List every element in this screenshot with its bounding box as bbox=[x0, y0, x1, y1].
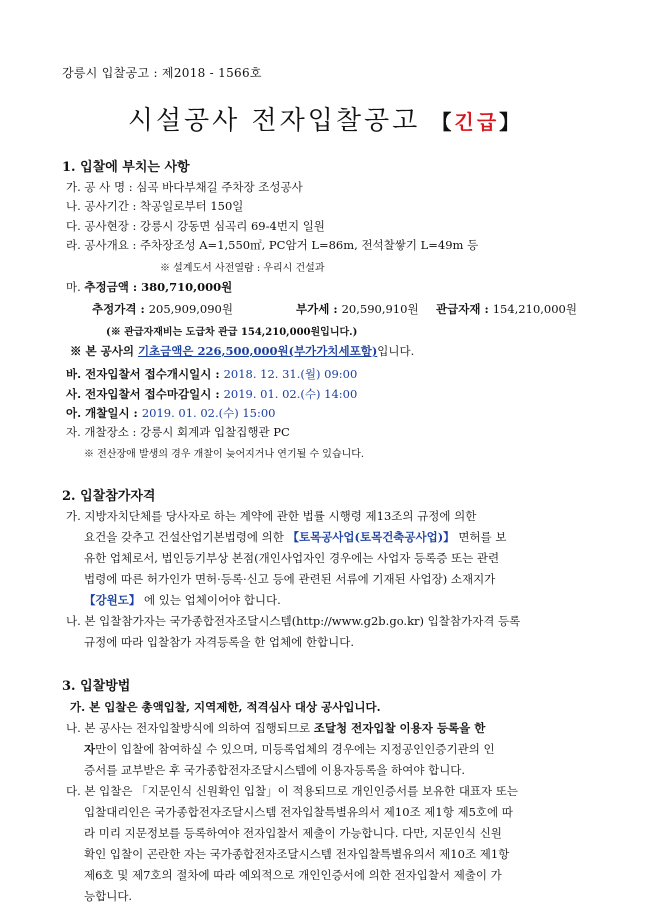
fingerprint-line3: 라 미리 지문정보를 등록하여야 전자입찰서 제출이 가능합니다. 다만, 지문인식 신원 bbox=[84, 826, 502, 840]
urgent-badge: 【긴급】 bbox=[431, 110, 523, 134]
e-bid-line2: 자만이 입찰에 참여하실 수 있으며, 미등록업체의 경우에는 지정공인인증기관의 인 bbox=[84, 742, 495, 756]
site-row: 다. 공사현장 : 강릉시 강동면 심곡리 69-4번지 일원 bbox=[66, 219, 325, 233]
section3-heading: 3. 입찰방법 bbox=[62, 679, 131, 694]
base-amount-row: ※ 본 공사의 기초금액은 226,500,000원(부가가치세포함)입니다. bbox=[70, 344, 415, 358]
submission-deadline-row: 사. 전자입찰서 접수마감일시 : 2019. 01. 02.(수) 14:00 bbox=[66, 387, 358, 401]
notice-number: 강릉시 입찰공고 : 제2018 - 1566호 bbox=[62, 66, 262, 80]
fingerprint-line2: 입찰대리인은 국가종합전자조달시스템 전자입찰특별유의서 제10조 제1항 제5호에 따 bbox=[84, 805, 513, 819]
opening-date-row: 아. 개찰일시 : 2019. 01. 02.(수) 15:00 bbox=[66, 406, 276, 420]
registration-line1: 나. 본 입찰참가자는 국가종합전자조달시스템(http://www.g2b.go.kr) 입찰참가자격 등록 bbox=[66, 614, 521, 628]
fingerprint-line6: 능합니다. bbox=[84, 889, 133, 903]
design-note: ※ 설계도서 사전열람 : 우리시 건설과 bbox=[160, 263, 325, 274]
fingerprint-line5: 제6호 및 제7호의 절차에 따라 예외적으로 개인인증서에 의한 전자입찰서 제출이 가 bbox=[84, 868, 502, 882]
section2-heading: 2. 입찰참가자격 bbox=[62, 489, 156, 504]
eligibility-line1: 가. 지방자치단체를 당사자로 하는 계약에 관한 법률 시행령 제13조의 규정에 의한 bbox=[66, 509, 477, 523]
period-row: 나. 공사기간 : 착공일로부터 150일 bbox=[66, 199, 244, 213]
title-text: 시설공사 전자입찰공고 bbox=[127, 106, 421, 136]
material-note: (※ 관급자재비는 도급차 관급 154,210,000원입니다.) bbox=[106, 327, 358, 338]
material-cost: 관급자재 : 154,210,000원 bbox=[436, 302, 577, 316]
eligibility-line4: 법령에 따른 허가인가 면허·등록·신고 등에 관련된 서류에 기재된 사업장) 소재지가 bbox=[84, 572, 496, 586]
system-failure-note: ※ 전산장애 발생의 경우 개찰이 늦어지거나 연기될 수 있습니다. bbox=[84, 449, 365, 460]
page-title bbox=[0, 100, 650, 137]
e-bid-line1: 나. 본 공사는 전자입찰방식에 의하여 집행되므로 조달청 전자입찰 이용자 등록을 한 bbox=[66, 721, 486, 735]
e-bid-line3: 증서를 교부받은 후 국가종합전자조달시스템에 이용자등록을 하여야 합니다. bbox=[84, 763, 466, 777]
eligibility-line3: 유한 업체로서, 법인등기부상 본점(개인사업자인 경우에는 사업자 등록증 또는 관련 bbox=[84, 551, 500, 565]
eligibility-line2: 요건을 갖추고 건설산업기본법령에 의한 【토목공사업(토목건축공사업)】 면허를 보 bbox=[84, 530, 507, 544]
vat: 부가세 : 20,590,910원 bbox=[296, 302, 419, 316]
eligibility-line5: 【강원도】 에 있는 업체이어야 합니다. bbox=[84, 593, 281, 607]
overview-row: 라. 공사개요 : 주차장조성 A=1,550㎡, PC암거 L=86m, 전석찰쌓기 L=49m 등 bbox=[66, 238, 479, 252]
submission-start-row: 바. 전자입찰서 접수개시일시 : 2018. 12. 31.(월) 09:00 bbox=[66, 367, 358, 381]
section1-heading: 1. 입찰에 부치는 사항 bbox=[62, 160, 190, 175]
opening-place-row: 자. 개찰장소 : 강릉시 회계과 입찰집행관 PC bbox=[66, 425, 290, 439]
estimated-amount-row: 마. 추정금액 : 380,710,000원 bbox=[66, 280, 233, 294]
estimated-price: 추정가격 : 205,909,090원 bbox=[92, 302, 233, 316]
bid-type-line: 가. 본 입찰은 총액입찰, 지역제한, 적격심사 대상 공사입니다. bbox=[70, 700, 381, 714]
fingerprint-line4: 확인 입찰이 곤란한 자는 국가종합전자조달시스템 전자입찰특별유의서 제10조 제1항 bbox=[84, 847, 510, 861]
registration-line2: 규정에 따라 입찰참가 자격등록을 한 업체에 한합니다. bbox=[84, 635, 354, 649]
fingerprint-line1: 다. 본 입찰은 「지문인식 신원확인 입찰」이 적용되므로 개인인증서를 보유한 대표자 또는 bbox=[66, 784, 519, 798]
project-name-row: 가. 공 사 명 : 심곡 바다부채길 주차장 조성공사 bbox=[66, 180, 303, 194]
